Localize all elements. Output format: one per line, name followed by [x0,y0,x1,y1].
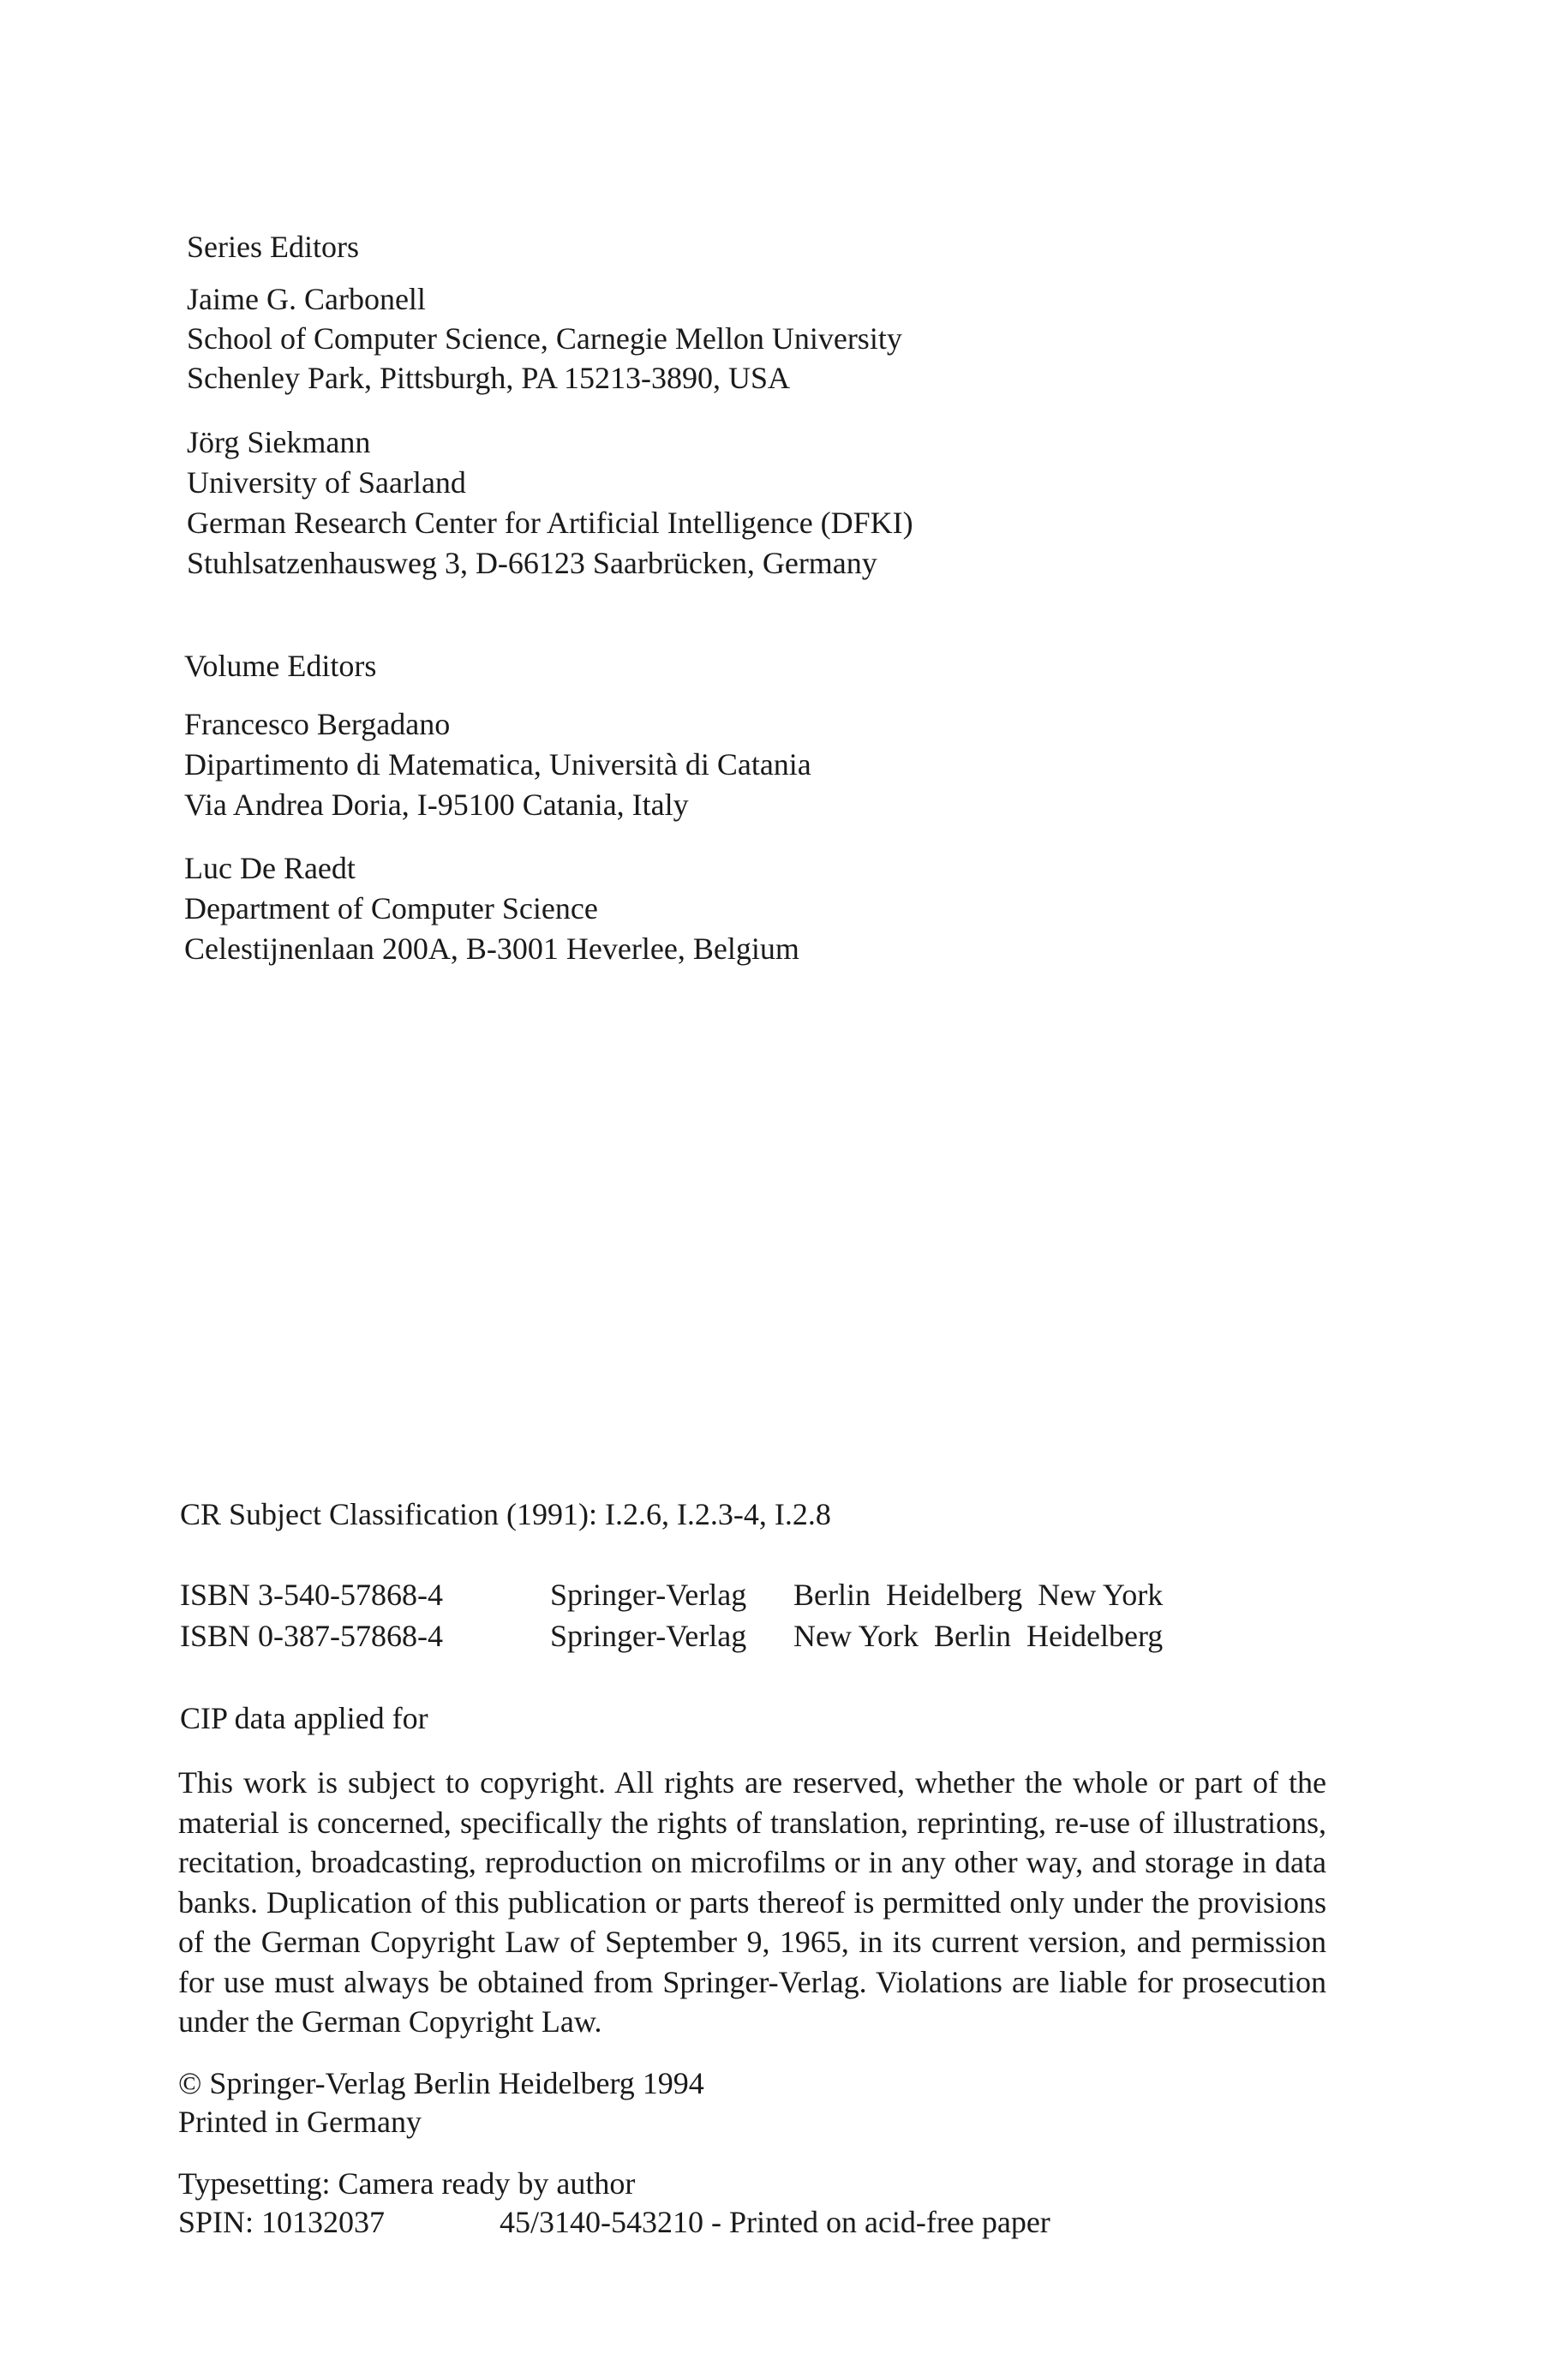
editor-name: Francesco Bergadano [184,707,451,741]
isbn-line [180,1616,1163,1656]
isbn-cities: New York Berlin Heidelberg [793,1619,1164,1653]
isbn-number: ISBN 0-387-57868-4 [180,1619,443,1653]
editor-affiliation: School of Computer Science, Carnegie Mellon University [187,321,902,356]
editor-affiliation: Dipartimento di Matematica, Università di Catania [184,747,811,782]
editor-affiliation: University of Saarland [187,465,466,500]
editor-name: Luc De Raedt [184,851,356,885]
editor-affiliation: German Research Center for Artificial Intelligence (DFKI) [187,506,913,540]
isbn-number: ISBN 3-540-57868-4 [180,1578,443,1612]
copyright-line: © Springer-Verlag Berlin Heidelberg 1994 [178,2066,704,2100]
editor-affiliation: Department of Computer Science [184,891,598,925]
editor-address: Celestijnenlaan 200A, B-3001 Heverlee, Belgium [184,931,799,966]
isbn-publisher: Springer-Verlag [550,1619,747,1653]
isbn-line [180,1575,1163,1615]
series-editors-heading: Series Editors [187,230,359,264]
spin-number: SPIN: 10132037 [178,2205,386,2239]
cip-note: CIP data applied for [180,1701,428,1735]
spin-line [178,2202,1050,2243]
editor-name: Jaime G. Carbonell [187,282,426,316]
editor-address: Schenley Park, Pittsburgh, PA 15213-3890, USA [187,361,791,395]
cr-subject-classification: CR Subject Classification (1991): I.2.6, I.2.3-4, I.2.8 [180,1497,831,1531]
isbn-cities: Berlin Heidelberg New York [793,1578,1164,1612]
editor-address: Stuhlsatzenhausweg 3, D-66123 Saarbrücken, Germany [187,546,877,580]
editor-name: Jörg Siekmann [187,425,371,459]
copyright-notice: This work is subject to copyright. All rights are reserved, whether the whole or part of the material is concerned, specifically the rights of translation, reprinting, re-use of illustrations, recitation, broadcasting, reproduction on microfilms or in any other way, and storage in data banks. Duplication of this publication or parts thereof is permitted only under the provisions of the German Copyright Law of September 9, 1965, in its current version, and permission for use must always be obtained from Springer-Verlag. Violations are liable for prosecution under the German Copyright Law. [178,1765,1326,2039]
isbn-publisher: Springer-Verlag [550,1578,747,1612]
spin-code: 45/3140-543210 - Printed on acid-free paper [500,2205,1050,2239]
editor-address: Via Andrea Doria, I-95100 Catania, Italy [184,788,689,822]
printed-in: Printed in Germany [178,2105,422,2139]
typesetting-note: Typesetting: Camera ready by author [178,2166,636,2201]
volume-editors-heading: Volume Editors [184,649,377,683]
